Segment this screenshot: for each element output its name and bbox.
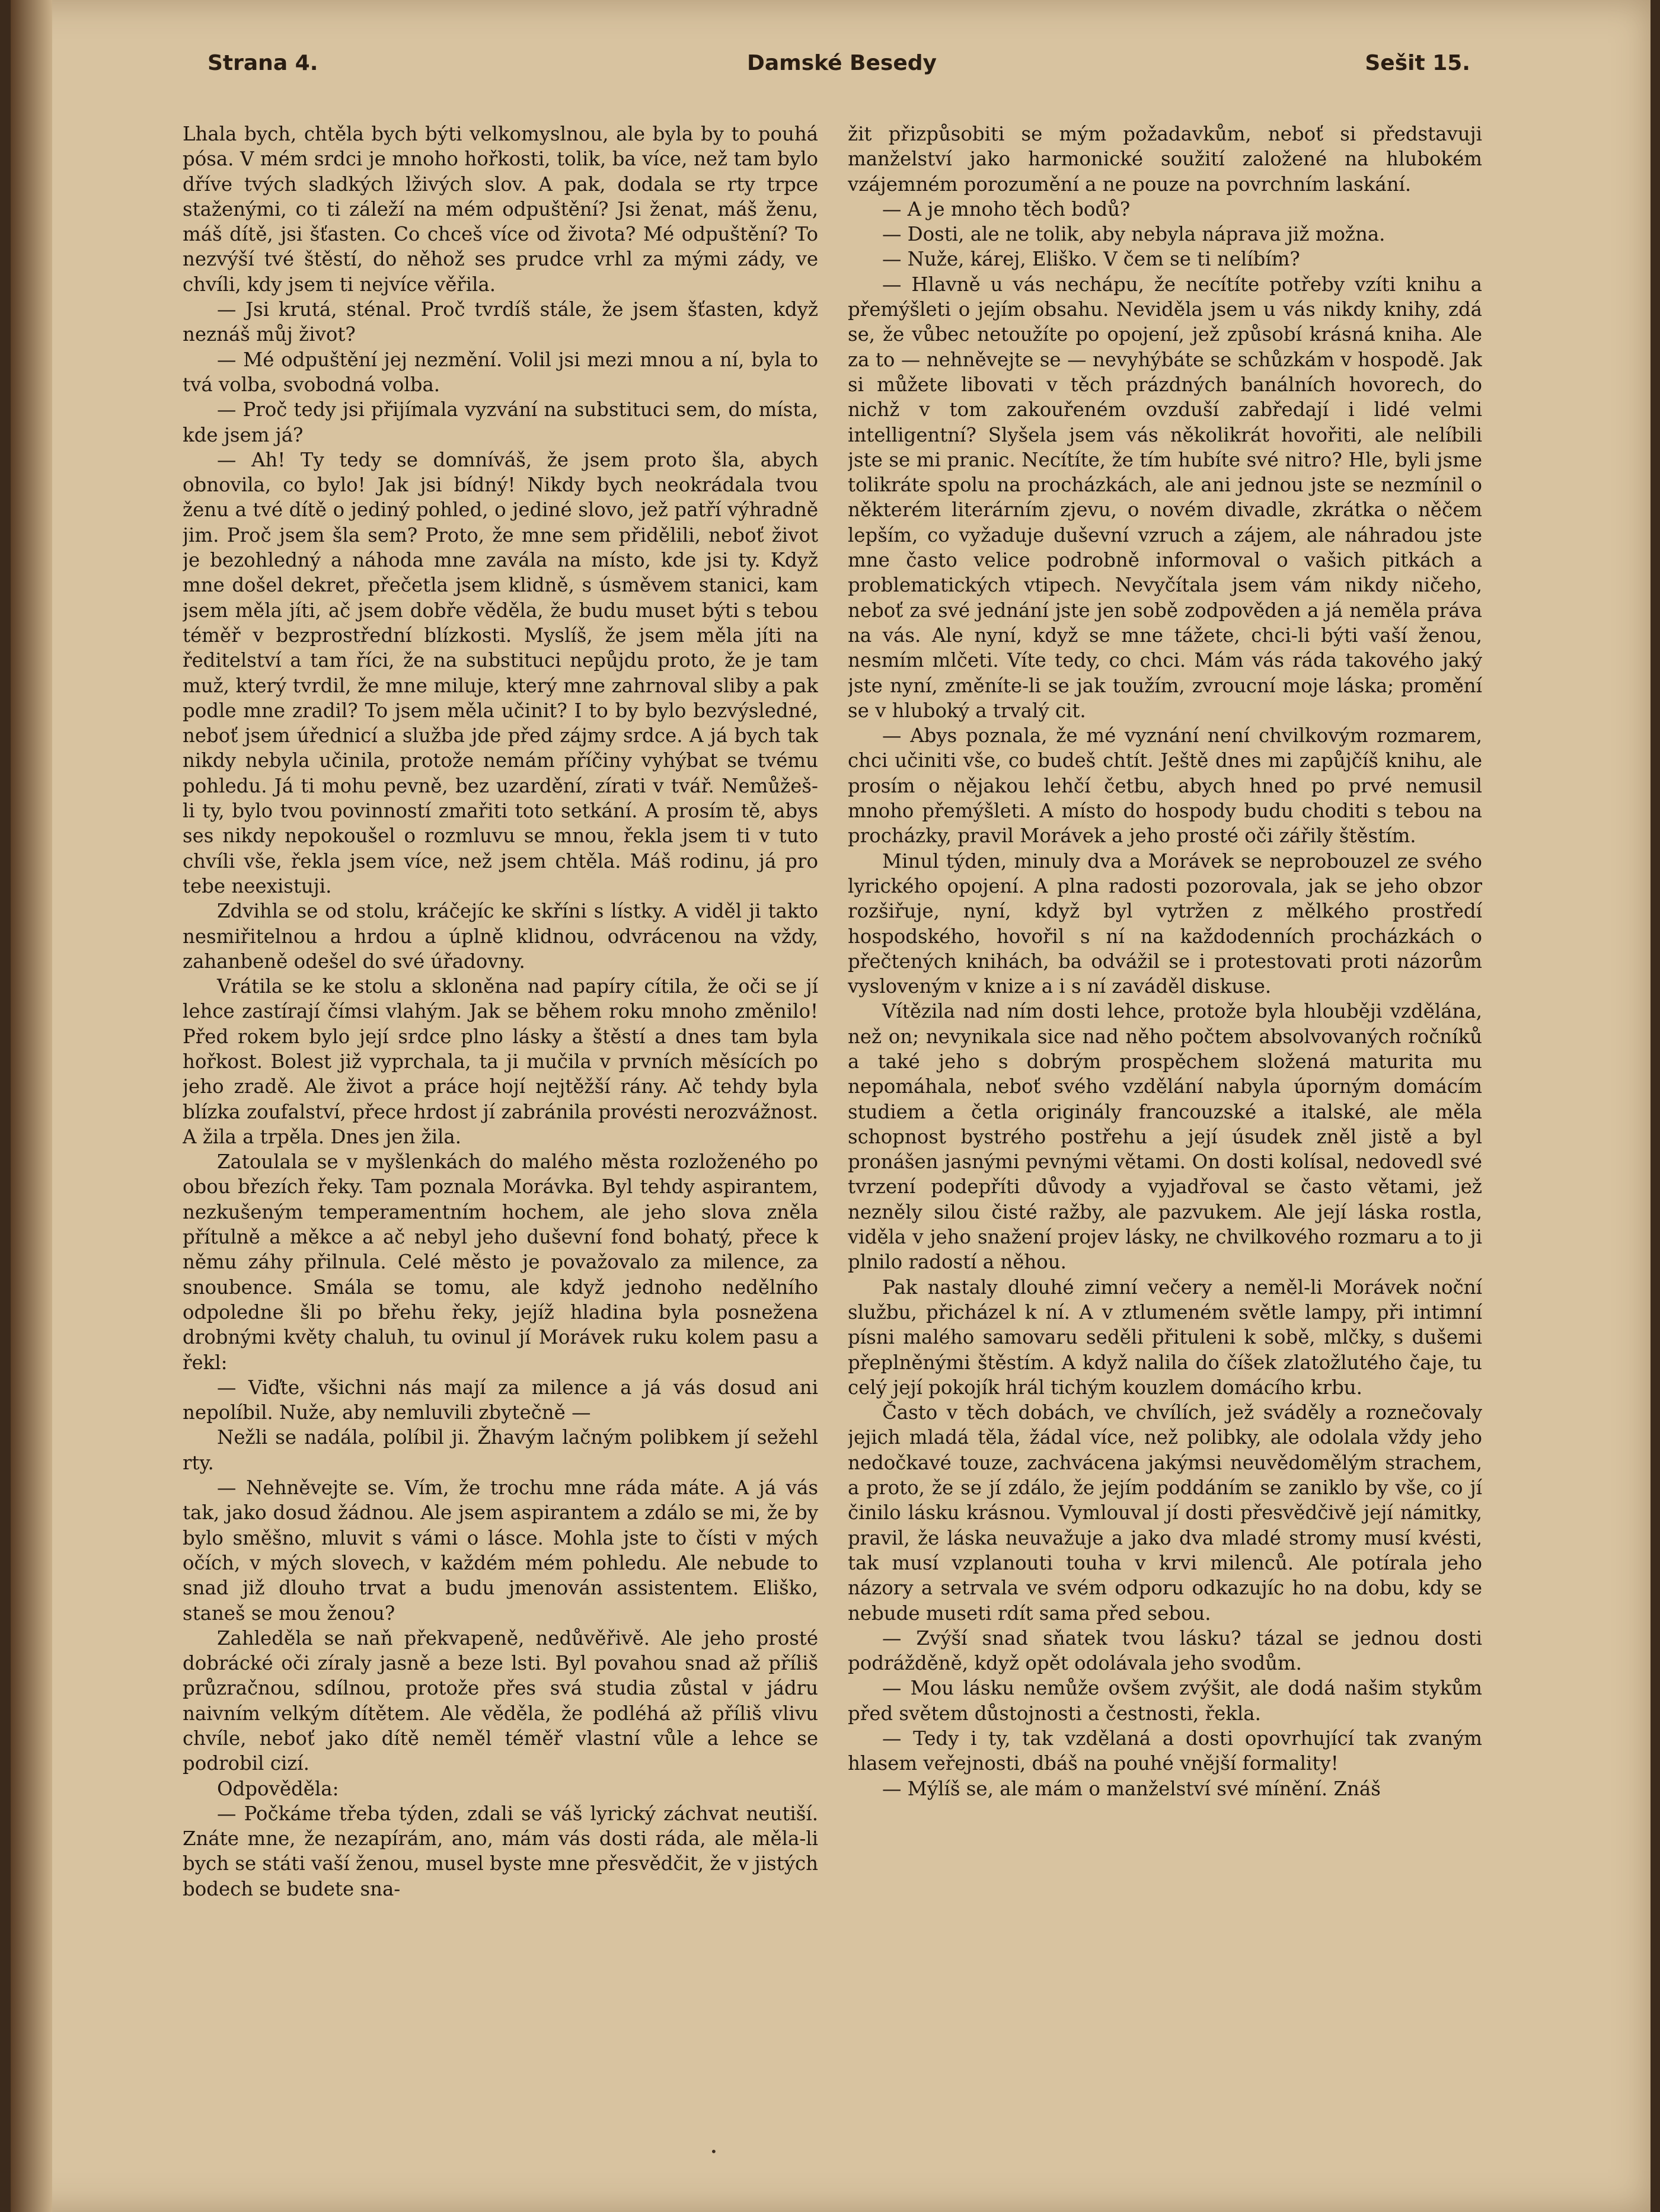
paragraph: — Jsi krutá, sténal. Proč tvrdíš stále, že jsem šťasten, když neznáš můj život? — [183, 298, 818, 346]
paragraph: — A je mnoho těch bodů? — [882, 197, 1131, 220]
paragraph: — Mé odpuštění jej nezmění. Volil jsi mezi mnou a ní, byla to tvá volba, svobodná volba. — [183, 348, 818, 396]
paragraph: Vítězila nad ním dosti lehce, protože byla hlouběji vzdělána, než on; nevynikala sice nad něho počtem absolvovaných ročníků a také jeho s dobrým prospěchem složená maturita mu nepomáhala, neboť svého vzdělání nabyla úporným domácím studiem a četla originály francouzské a italské, ale měla schopnost bystrého postřehu a její úsudek zněl jistě a byl pronášen jasnými pevnými větami. On dosti kolísal, nedovedl své tvrzení podepříti důvody a vyjadřoval se často větami, jež nezněly silou čisté ražby, ale pazvukem. Ale její láska rostla, viděla v jeho snažení projev lásky, ne chvilkového rozmaru a to ji plnilo radostí a něhou. — [848, 1000, 1482, 1274]
paragraph: — Zvýší snad sňatek tvou lásku? tázal se jednou dosti podrážděně, když opět odolávala jeho svodům. — [848, 1626, 1482, 1675]
magazine-title: Damské Besedy — [747, 51, 937, 75]
paragraph: — Tedy i ty, tak vzdělaná a dosti opovrhující tak zvaným hlasem veřejnosti, dbáš na pouhé vnější formality! — [848, 1727, 1482, 1775]
paragraph: — Proč tedy jsi přijímala vyzvání na substituci sem, do místa, kde jsem já? — [183, 398, 818, 446]
paragraph: Vrátila se ke stolu a skloněna nad papíry cítila, že oči se jí lehce zastírají čímsi vlahým. Jak se během roku mnoho změnilo! Před rokem bylo její srdce plno lásky a štěstí a dnes tam byla hořkost. Bolest již vyprchala, ta ji mučila v prvních měsících po jeho zradě. Ale život a práce hojí nejtěžší rány. Ač tehdy byla blízka zoufalství, přece hrdost jí zabránila provésti nerozvážnost. A žila a trpěla. Dnes jen žila. — [183, 975, 818, 1148]
right-text-column — [848, 122, 1482, 2137]
paragraph: Nežli se nadála, políbil ji. Žhavým lačným polibkem jí sežehl rty. — [183, 1426, 818, 1474]
paragraph: Lhala bych, chtěla bych býti velkomyslnou, ale byla by to pouhá pósa. V mém srdci je mnoho hořkosti, tolik, ba více, než tam bylo dříve tvých sladkých lživých slov. A pak, dodala se rty trpce staženými, co ti záleží na mém odpuštění? Jsi ženat, máš ženu, máš dítě, jsi šťasten. Co chceš více od života? Mé odpuštění? To nezvýší tvé štěstí, do něhož ses prudce vrhl za mými zády, ve chvíli, kdy jsem ti nejvíce věřila. — [183, 123, 818, 296]
binding-edge — [11, 0, 52, 2212]
paragraph: Minul týden, minuly dva a Morávek se neprobouzel ze svého lyrického opojení. A plna radosti pozorovala, jak se jeho obzor rozšiřuje, nyní, když byl vytržen z mělkého prostředí hospodského, hovořil s ní na každodenních procházkách o přečtených knihách, ba odvážil se i protestovati proti názorům vysloveným v knize a i s ní zaváděl diskuse. — [848, 849, 1482, 998]
paragraph: — Abys poznala, že mé vyznání není chvilkovým rozmarem, chci učiniti vše, co budeš chtít. Ještě dnes mi zapůjčíš knihu, ale prosím o nějakou lehčí četbu, abych hned po prvé nemusil mnoho přemýšleti. A místo do hospody budu choditi s tebou na procházky, pravil Morávek a jeho prosté oči zářily štěstím. — [848, 724, 1482, 848]
running-header — [208, 51, 1470, 87]
paragraph: Odpověděla: — [217, 1777, 339, 1800]
paragraph: Zahleděla se naň překvapeně, nedůvěřivě. Ale jeho prosté dobrácké oči zíraly jasně a beze lsti. Byl povahou snad až příliš průzračnou, sdílnou, protože přes svá studia zůstal v jádru naivním velkým dítětem. Ale věděla, že podléhá až příliš vlivu chvíle, neboť jako dítě neměl téměř vlastní vůle a lehce se podrobil cizí. — [183, 1626, 818, 1775]
paragraph: — Nuže, kárej, Eliško. V čem se ti nelíbím? — [882, 248, 1300, 271]
paragraph: — Dosti, ale ne tolik, aby nebyla náprava již možna. — [882, 223, 1386, 246]
paragraph: — Mou lásku nemůže ovšem zvýšit, ale dodá našim stykům před světem důstojnosti a čestnosti, řekla. — [848, 1677, 1482, 1725]
paragraph: Pak nastaly dlouhé zimní večery a neměl-li Morávek noční službu, přicházel k ní. A v ztlumeném světle lampy, při intimní písni malého samovaru seděli přituleni k sobě, mlčky, s dušemi přeplněnými štěstím. A když nalila do číšek zlatožlutého čaje, tu celý její pokojík hrál tichým kouzlem domácího krbu. — [848, 1276, 1482, 1399]
paragraph: Zatoulala se v myšlenkách do malého města rozloženého po obou březích řeky. Tam poznala Morávka. Byl tehdy aspirantem, nezkušeným temperamentním hochem, ale jeho slova zněla přítulně a měkce a ač nebyl jeho duševní fond bohatý, přece k němu záhy přilnula. Celé město je považovalo za milence, za snoubence. Smála se tomu, ale když jednoho nedělního odpoledne šli po břehu řeky, jejíž hladina byla posnežena drobnými květy chaluh, tu ovinul jí Morávek ruku kolem pasu a řekl: — [183, 1150, 818, 1374]
left-text-column — [183, 122, 818, 2137]
paragraph: — Nehněvejte se. Vím, že trochu mne ráda máte. A já vás tak, jako dosud žádnou. Ale jsem aspirantem a zdálo se mi, že by bylo směšno, mluvit s vámi o lásce. Mohla jste to čísti v mých očích, v mých slovech, v každém mém pohledu. Ale nebude to snad již dlouho trvat a budu jmenován assistentem. Eliško, staneš se mou ženou? — [183, 1476, 818, 1625]
page-number: Strana 4. — [208, 51, 318, 75]
page-sheet — [11, 0, 1651, 2212]
paragraph: — Mýlíš se, ale mám o manželství své mínění. Znáš — [882, 1777, 1381, 1800]
paragraph: Zdvihla se od stolu, kráčejíc ke skříni s lístky. A viděl ji takto nesmiřitelnou a hrdou a úplně klidnou, odvrácenou na vždy, zahanbeně odešel do své úřadovny. — [183, 900, 818, 973]
issue-number: Sešit 15. — [1365, 51, 1470, 75]
printer-mark: • — [710, 2144, 717, 2159]
paragraph: — Hlavně u vás nechápu, že necítíte potřeby vzíti knihu a přemýšleti o jejím obsahu. Neviděla jsem u vás nikdy knihy, zdá se, že vůbec netoužíte po opojení, jež způsobí krásná kniha. Ale za to — nehněvejte se — nevyhýbáte se schůzkám v hospodě. Jak si můžete libovati v těch prázdných banálních hovorech, do nichž v tom zakouřeném ovzduší zabředají i lidé velmi intelligentní? Slyšela jsem vás několikrát hovořiti, ale nelíbili jste se mi pranic. Necítíte, že tím hubíte své nitro? Hle, byli jsme tolikráte spolu na procházkách, ale ani jednou jste se nezmínil o některém literárním zjevu, o novém divadle, zkrátka o něčem lepším, co vyžaduje duševní vzruch a zájem, ale náhradou jste mne často velice podrobně informoval o vašich pitkách a problematických vtipech. Nevyčítala jsem vám nikdy ničeho, neboť za své jednání jste jen sobě zodpověden a já neměla práva na vás. Ale nyní, když se mne tážete, chci-li býti vaší ženou, nesmím mlčeti. Víte tedy, co chci. Mám vás ráda takového jaký jste nyní, změníte-li se jak toužím, zvroucní moje láska; promění se v hluboký a trvalý cit. — [848, 273, 1482, 722]
paragraph: — Počkáme třeba týden, zdali se váš lyrický záchvat neutiší. Znáte mne, že nezapírám, ano, mám vás dosti ráda, ale měla-li bych se státi vaší ženou, musel byste mne přesvědčit, že v jistých bodech se budete sna- — [183, 1802, 818, 1900]
paragraph: žit přizpůsobiti se mým požadavkům, neboť si představuji manželství jako harmonické soužití založené na hlubokém vzájemném porozumění a ne pouze na povrchním laskání. — [848, 123, 1482, 196]
paragraph: Často v těch dobách, ve chvílích, jež sváděly a roznečovaly jejich mladá těla, žádal více, než polibky, ale odolala vždy jeho nedočkavé touze, zachvácena jakýmsi neuvědomělým strachem, a proto, že se jí zdálo, že jejím poddáním se zaniklo by vše, co jí činilo lásku krásnou. Vymlouval jí dosti přesvědčivě její námitky, pravil, že láska neuvažuje a jako dva mladé stromy musí kvésti, tak musí vzplanouti touha v krvi milenců. Ale potírala jeho názory a setrvala ve svém odporu odkazujíc ho na dobu, kdy se nebude museti rdít sama před sebou. — [848, 1401, 1482, 1625]
paragraph: — Ah! Ty tedy se domníváš, že jsem proto šla, abych obnovila, co bylo! Jak jsi bídný! Nikdy bych neokrádala tvou ženu a tvé dítě o jediný pohled, o jediné slovo, jež patří výhradně jim. Proč jsem šla sem? Proto, že mne sem přidělili, neboť život je bezohledný a náhoda mne zavála na místo, kde jsi ty. Když mne došel dekret, přečetla jsem klidně, s úsměvem stanici, kam jsem měla jíti, ač jsem dobře věděla, že budu muset býti s tebou téměř v bezprostřední blízkosti. Myslíš, že jsem měla jíti na ředitelství a tam říci, že na substituci nepůjdu proto, že je tam muž, který tvrdil, že mne miluje, který mne zahrnoval sliby a pak podle mne zradil? To jsem měla učinit? I to by bylo bezvýsledné, neboť jsem úřednicí a služba jde před zájmy srdce. A já bych tak nikdy nebyla učinila, protože nemám příčiny vyhýbat se tvému pohledu. Já ti mohu pevně, bez uzardění, zírati v tvář. Nemůžeš-li ty, bylo tvou povinností zmařiti toto setkání. A prosím tě, abys ses nikdy nepokoušel o rozmluvu se mnou, řekla jsem ti v tuto chvíli vše, řekla jsem více, než jsem chtěla. Máš rodinu, já pro tebe neexistuji. — [183, 448, 818, 897]
paragraph: — Viďte, všichni nás mají za milence a já vás dosud ani nepolíbil. Nuže, aby nemluvili zbytečně — — [183, 1376, 818, 1424]
